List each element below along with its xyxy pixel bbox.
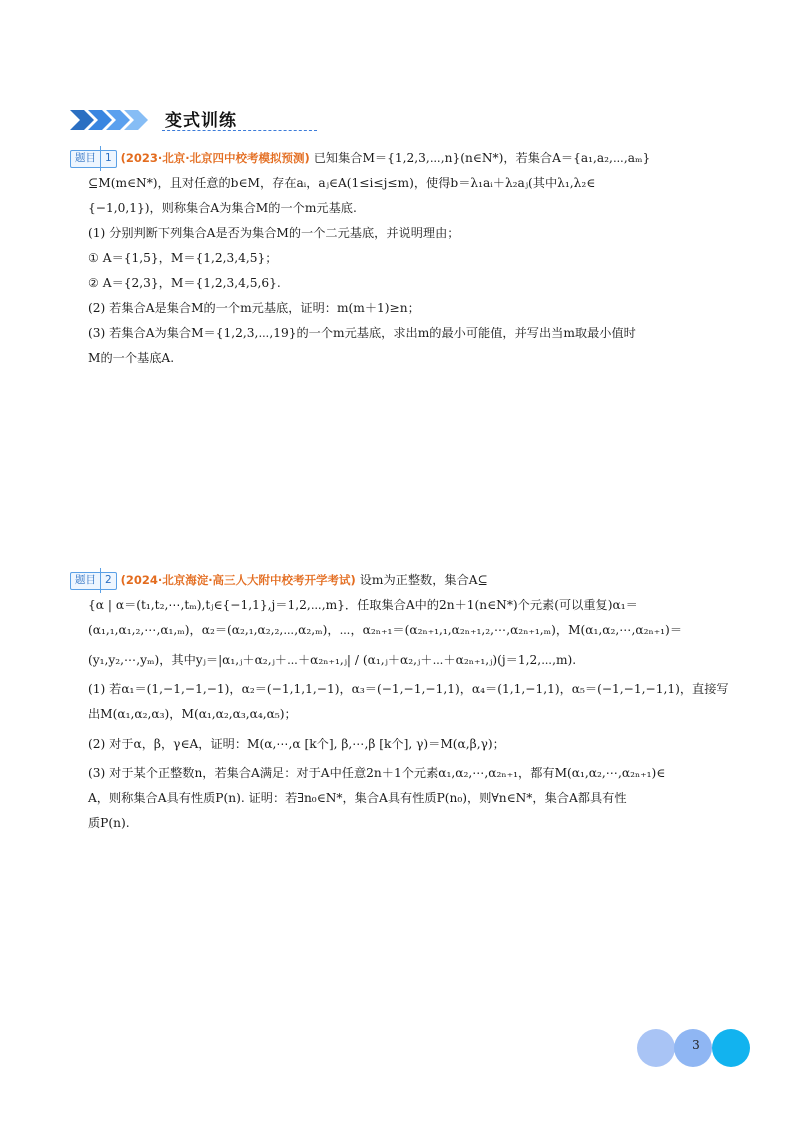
section-header (70, 104, 330, 134)
problem-2-line-8: (3) 对于某个正整数n，若集合A满足：对于A中任意2n＋1个元素α₁,α₂,⋯,α₂ₙ₊₁，都有M(α₁,α₂,⋯,α₂ₙ₊₁)∈ (88, 766, 666, 780)
problem-2-line-5: (1) 若α₁＝(1,−1,−1,−1)，α₂＝(−1,1,1,−1)，α₃＝(−1,−1,−1,1)，α₄＝(1,1,−1,1)，α₅＝(−1,−1,−1,1)，直接写 (88, 682, 729, 696)
problem-text: 已知集合M＝{1,2,3,⋯,n}(n∈N*)，若集合A＝{a₁,a₂,⋯,aₘ} (313, 151, 651, 165)
problem-2-line-2: {α | α＝(t₁,t₂,⋯,tₘ),tⱼ∈{−1,1},j＝1,2,⋯,m}．任取集合A中的2n＋1(n∈N*)个元素(可以重复)α₁＝ (88, 598, 638, 612)
problem-2-line-4: (y₁,y₂,⋯,yₘ)，其中yⱼ＝|α₁,ⱼ＋α₂,ⱼ＋⋯＋α₂ₙ₊₁,ⱼ| / (α₁,ⱼ＋α₂,ⱼ＋⋯＋α₂ₙ₊₁,ⱼ)(j＝1,2,⋯,m). (88, 653, 577, 667)
problem-2-line-6: 出M(α₁,α₂,α₃)，M(α₁,α₂,α₃,α₄,α₅)； (88, 707, 297, 721)
problem-2-line-1 (70, 568, 730, 593)
problem-1-line-3: {−1,0,1})，则称集合A为集合M的一个m元基底. (88, 201, 357, 215)
problem-1-line-7: (2) 若集合A是集合M的一个m元基底，证明：m(m＋1)≥n； (88, 301, 420, 315)
problem-source: (2024·北京海淀·高三人大附中校考开学考试) (120, 573, 356, 587)
problem-2-line-9: A，则称集合A具有性质P(n). 证明：若∃n₀∈N*，集合A具有性质P(n₀)，则∀n∈N*，集合A都具有性 (88, 791, 627, 805)
problem-1-line-4: (1) 分别判断下列集合A是否为集合M的一个二元基底，并说明理由； (88, 226, 460, 240)
problem-2 (70, 568, 730, 836)
title-underline (162, 130, 317, 131)
problem-tag: 题目 2 (70, 572, 117, 590)
problem-text: 设m为正整数，集合A⊆ (359, 573, 488, 587)
problem-tag: 题目 1 (70, 150, 117, 168)
problem-1-line-1 (70, 146, 730, 171)
problem-1 (70, 146, 730, 371)
problem-1-line-9: M的一个基底A. (88, 351, 175, 365)
page-number: 3 (692, 1038, 700, 1052)
chevron-arrows-icon (70, 110, 160, 130)
section-title: 变式训练 (165, 111, 237, 131)
problem-2-line-7: (2) 对于α，β，γ∈A，证明：M(α,⋯,α [k个], β,⋯,β [k个], γ)＝M(α,β,γ)； (88, 737, 505, 751)
problem-1-line-8: (3) 若集合A为集合M＝{1,2,3,⋯,19}的一个m元基底，求出m的最小可能值，并写出当m取最小值时 (88, 326, 636, 340)
problem-2-line-3: (α₁,₁,α₁,₂,⋯,α₁,ₘ)，α₂＝(α₂,₁,α₂,₂,⋯,α₂,ₘ)，⋯，α₂ₙ₊₁＝(α₂ₙ₊₁,₁,α₂ₙ₊₁,₂,⋯,α₂ₙ₊₁,ₘ)，M(α₁,α₂,⋯,α₂ₙ₊₁)＝ (88, 623, 682, 637)
problem-2-line-10: 质P(n). (88, 816, 130, 830)
problem-source: (2023·北京·北京四中校考模拟预测) (120, 151, 310, 165)
problem-1-line-5: ① A＝{1,5}，M＝{1,2,3,4,5}； (88, 251, 278, 265)
problem-1-line-6: ② A＝{2,3}，M＝{1,2,3,4,5,6}. (88, 276, 281, 290)
problem-1-line-2: ⊆M(m∈N*)，且对任意的b∈M，存在aᵢ，aⱼ∈A(1≤i≤j≤m)，使得b＝λ₁aᵢ＋λ₂aⱼ(其中λ₁,λ₂∈ (88, 176, 596, 190)
